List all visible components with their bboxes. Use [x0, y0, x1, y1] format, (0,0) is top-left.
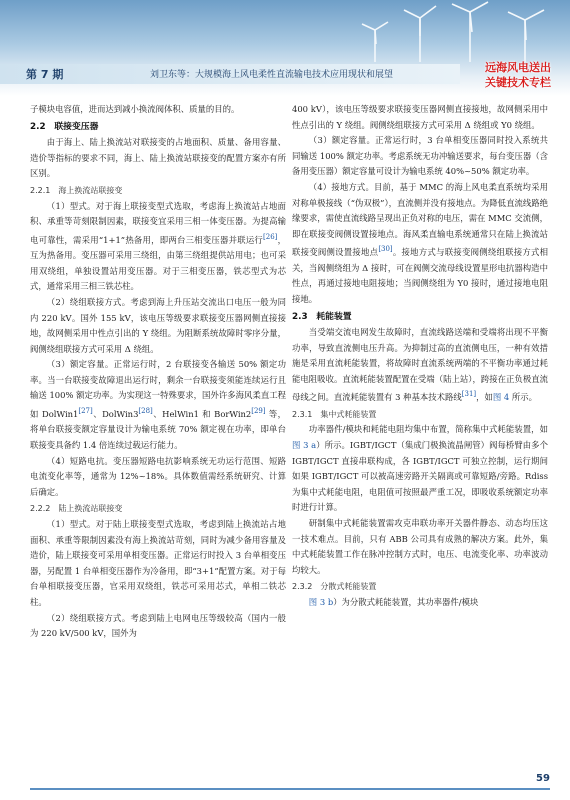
paragraph: 由于海上、陆上换流站对联接变的占地面积、质量、备用容量、造价等指标的要求不同，海上、陆上换流站联接变的配置方案亦有所区别。: [30, 137, 286, 179]
section-heading-2-3: 2.3 耗能装置: [292, 311, 352, 322]
paragraph: 图 3 b）为分散式耗能装置，其功率器件/模块: [308, 597, 479, 607]
subsection-heading-2-3-2: 2.3.2 分散式耗能装置: [292, 582, 377, 592]
paragraph: 功率器件/模块和耗能电阻均集中布置，简称集中式耗能装置，如图 3 a）所示。IGBT/IGCT（集成门极换流晶闸管）阀每桥臂由多个 IGBT/IGCT 直接串联构成，各 IGBT/IGCT 可独立控制，运行期间如果 IGBT/IGCT 可以被高速旁路开关隔离或可靠短路/旁路。Rdiss 为集中式耗能电阻，电阻值可按照最严重工况，即吸收系统额定功率时进行计算。: [292, 424, 548, 513]
right-column: [292, 102, 548, 611]
running-title: 刘卫东等：大规模海上风电柔性直流输电技术应用现状和展望: [150, 70, 394, 80]
citation[interactable]: [27]: [78, 407, 93, 416]
paragraph: （3）额定容量。正常运行时，2 台联接变各输送 50% 额定功率。当一台联接变故障退出运行时，剩余一台联接变须能连续运行且输送 100% 额定功率。为实现这一特殊要求，国外许多海风柔直工程如 DolWin1[27]、DolWin3[28]、HelWin1 和 BorWin2[29] 等，将单台联接变额定容量设计为输电系统 70% 额定视在功率，即单台联接变具备约 1.4 倍连续过载运行能力。: [30, 359, 287, 451]
citation[interactable]: [30]: [378, 245, 393, 254]
page-number: 59: [536, 773, 550, 784]
issue-number: 第 7 期: [26, 68, 64, 81]
paragraph: （1）型式。对于陆上联接变型式选取，考虑到陆上换流站占地面积、承重等限制因素没有海上换流站苛刻，同时为减少备用容量及造价，陆上联接变可采用单相变压器。正常运行时投入 3 台单相变压器，另配置 1 台单相变压器作为冷备用，即“3+1”配置方案。对于每台单相联接变压器，官采用双绕组，铁芯可采用芯式，单相二铁芯柱。: [30, 519, 286, 607]
paragraph: （2）绕组联接方式。考虑到海上升压站交流出口电压一般为同内 220 kV。国外 155 kV，该电压等级要求联接变压器网侧直接接地，故网侧采用中性点引出的 Y 绕组。为阻断系统故障时零序分量，阀侧绕组联接方式可采用 Δ 绕组。: [30, 296, 286, 354]
citation[interactable]: [28]: [138, 407, 153, 416]
citation[interactable]: [31]: [461, 390, 477, 399]
footer-rule: [30, 788, 550, 790]
figure-link[interactable]: 图 3 b: [308, 597, 334, 607]
paragraph: （1）型式。对于海上联接变型式选取，考虑海上换流站占地面积、承重等苛刻限制因素，联接变宜采用三相一体变压器。为提高输电可靠性，需采用“1+1”热备用，即两台三相变压器并联运行[26]，互为热备用。变压器可采用三绕组，由第三绕组提供站用电；也可采用双绕组，单独设置站用变压器。对于三相变压器，铁芯型式为芯式，通常采用三相三铁芯柱。: [30, 200, 286, 292]
paragraph: （2）绕组联接方式。考虑到陆上电网电压等级较高（国内一般为 220 kV/500 kV，国外为: [30, 612, 286, 639]
subsection-heading-2-2-2: 2.2.2 陆上换流站联接变: [30, 504, 123, 514]
left-column: [30, 102, 286, 642]
paragraph: 当受端交流电网发生故障时，直流线路送端和受端将出现不平衡功率，导致直流侧电压升高。为抑制过高的直流侧电压，一种有效措施是采用直流耗能装置，将故障时直流系统两端的不平衡功率通过耗能电阻吸收。直流耗能装置配置在受端（陆上站），跨接在正负极直流母线之间。直流耗能装置有 3 种基本技术路线[31]，如图 4 所示。: [292, 327, 548, 403]
subsection-heading-2-2-1: 2.2.1 海上换流站联接变: [30, 185, 123, 195]
column-tag: [468, 60, 568, 90]
header-banner: [0, 0, 570, 96]
paragraph: 子模块电容值，进而达到减小换流阀体积、质量的目的。: [30, 104, 240, 114]
paragraph: 研制集中式耗能装置需攻克串联功率开关器件静态、动态均压这一技术难点。目前，只有 ABB 公司具有成熟的解决方案。此外，集中式耗能装置工作在脉冲控制方式时，电压、电流变化率、功率波动均较大。: [292, 518, 548, 575]
figure-link[interactable]: 图 3 a: [292, 440, 317, 451]
paragraph: （4）短路电抗。变压器短路电抗影响系统无功运行范围、短路电流变化率等，通常为 12%~18%。具体数值需经系统研究、计算后确定。: [30, 455, 286, 497]
subsection-heading-2-3-1: 2.3.1 集中式耗能装置: [292, 409, 377, 419]
paragraph: 400 kV），该电压等级要求联接变压器网侧直接接地，故网侧采用中性点引出的 Y 绕组。阀侧绕组联接方式可采用 Δ 绕组或 Y0 绕组。: [292, 104, 548, 130]
column-tag-line2: 关键技术专栏: [485, 76, 551, 89]
figure-link[interactable]: 图 4: [492, 392, 510, 403]
column-tag-line1: 远海风电送出: [485, 61, 551, 74]
paragraph: （4）接地方式。目前，基于 MMC 的海上风电柔直系统均采用对称单极接线（“伪双极”），直流侧并没有接地点。为降低直流线路绝缘要求，需使直流线路呈现出正负对称的电压，需在 MMC 交流侧，即在联接变阀侧设置接地点。海风柔直输电系统通常只在陆上换流站联接变阀侧设置接地点[30]。接地方式与联接变阀侧绕组联接方式相关，当阀侧绕组为 Δ 接时，可在阀侧交流母线设置星形电抗器构造中性点，再通过接地电阻接地；当阀侧绕组为 Y0 接时，通过接地电阻接地。: [292, 181, 549, 304]
citation[interactable]: [26]: [263, 232, 278, 241]
citation[interactable]: [29]: [251, 407, 266, 416]
paragraph: （3）额定容量。正常运行时，3 台单相变压器同时投入系统共同输送 100% 额定功率。考虑系统无功冲输送要求，每台变压器（含备用变压器）额定容量可设计为输电系统 40%~50% 额定功率。: [292, 135, 548, 177]
section-heading-2-2: 2.2 联接变压器: [30, 121, 99, 132]
